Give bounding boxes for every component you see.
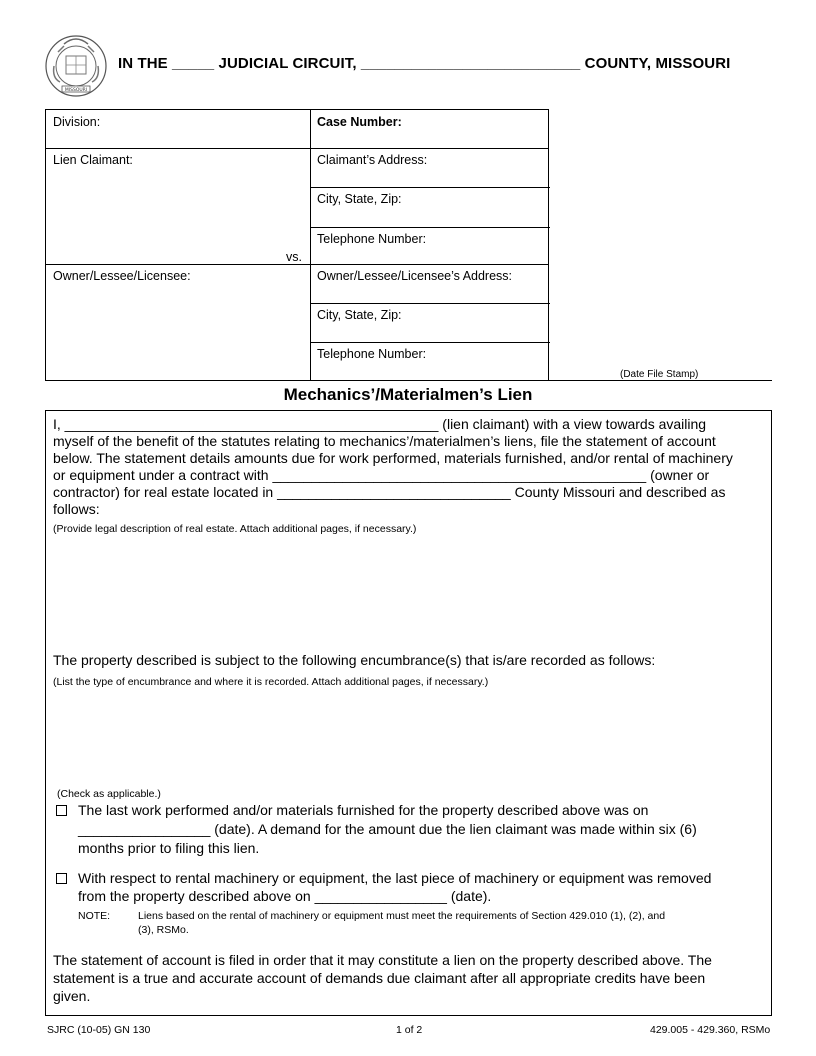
division-label: Division: xyxy=(53,115,101,129)
intro-line: contractor) for real estate located in ______________________________ County Missouri and described as xyxy=(53,484,726,500)
option1-line: months prior to filing this lien. xyxy=(78,840,260,856)
caption-divider xyxy=(310,110,311,380)
encumbrance-text: The property described is subject to the following encumbrance(s) that is/are recorded as follows: xyxy=(53,652,656,668)
note-line: (3), RSMo. xyxy=(138,924,189,936)
row-divider xyxy=(310,342,550,343)
owner-city-label: City, State, Zip: xyxy=(317,308,402,322)
intro-line: follows: xyxy=(53,501,100,517)
case-number-label: Case Number: xyxy=(317,115,402,129)
missouri-state-seal xyxy=(44,32,108,98)
row-divider xyxy=(46,148,548,149)
legal-description-note: (Provide legal description of real estate. Attach additional pages, if necessary.) xyxy=(53,523,417,535)
lien-claimant-label: Lien Claimant: xyxy=(53,153,133,167)
file-stamp-line xyxy=(549,380,772,381)
claimant-telephone-label: Telephone Number: xyxy=(317,232,427,246)
option1-line: _________________ (date). A demand for the amount due the lien claimant was made within six (6) xyxy=(78,821,697,837)
closing-line: statement is a true and accurate account of demands due claimant after all appropriate credits have been xyxy=(53,970,706,986)
owner-label: Owner/Lessee/Licensee: xyxy=(53,269,191,283)
check-note: (Check as applicable.) xyxy=(57,788,161,800)
owner-address-label: Owner/Lessee/Licensee’s Address: xyxy=(317,269,513,283)
vs-label: vs. xyxy=(286,250,302,264)
row-divider xyxy=(310,303,550,304)
intro-line: below. The statement details amounts due for work performed, materials furnished, and/or rental of machinery xyxy=(53,450,733,466)
row-divider xyxy=(310,227,550,228)
rental-machinery-checkbox[interactable] xyxy=(56,873,67,884)
seal-banner-text: MISSOURI xyxy=(64,88,88,93)
row-divider xyxy=(46,264,548,265)
note-label: NOTE: xyxy=(78,910,111,922)
intro-line: I, ________________________________________________ (lien claimant) with a view towards availing xyxy=(53,416,707,432)
page-number: 1 of 2 xyxy=(396,1024,423,1036)
closing-line: The statement of account is filed in order that it may constitute a lien on the property described above. The xyxy=(53,952,712,968)
owner-telephone-label: Telephone Number: xyxy=(317,347,427,361)
claimant-address-label: Claimant’s Address: xyxy=(317,153,428,167)
option2-line: from the property described above on _________________ (date). xyxy=(78,888,492,904)
option2-line: With respect to rental machinery or equipment, the last piece of machinery or equipment was removed xyxy=(78,870,712,886)
court-header: IN THE _____ JUDICIAL CIRCUIT, __________________________ COUNTY, MISSOURI xyxy=(118,55,731,72)
last-work-checkbox[interactable] xyxy=(56,805,67,816)
intro-line: myself of the benefit of the statutes relating to mechanics’/materialmen’s liens, file the statement of account xyxy=(53,433,716,449)
note-line: Liens based on the rental of machinery or equipment must meet the requirements of Section 429.010 (1), (2), and xyxy=(138,910,666,922)
claimant-city-label: City, State, Zip: xyxy=(317,192,402,206)
document-title: Mechanics’/Materialmen’s Lien xyxy=(283,385,533,404)
date-file-stamp-label: (Date File Stamp) xyxy=(620,369,699,380)
form-id: SJRC (10-05) GN 130 xyxy=(47,1024,151,1036)
closing-line: given. xyxy=(53,988,91,1004)
encumbrance-note: (List the type of encumbrance and where it is recorded. Attach additional pages, if necessary.) xyxy=(53,676,489,688)
option1-line: The last work performed and/or materials furnished for the property described above was on xyxy=(78,802,649,818)
caption-table xyxy=(45,109,549,381)
intro-line: or equipment under a contract with ________________________________________________ (owner or xyxy=(53,467,710,483)
row-divider xyxy=(310,187,550,188)
statute-reference: 429.005 - 429.360, RSMo xyxy=(650,1024,771,1036)
